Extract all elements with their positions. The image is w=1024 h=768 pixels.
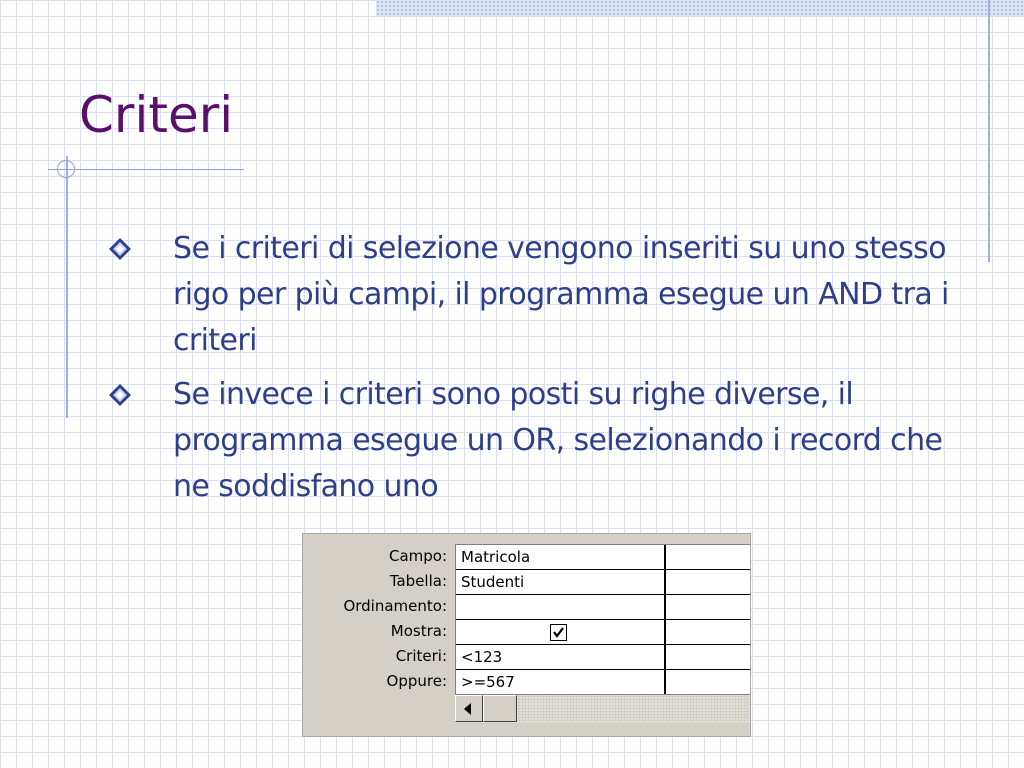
horizontal-scrollbar[interactable] [455,694,751,723]
title-underline [48,169,244,170]
column-separator [664,545,666,695]
row-label-criteri: Criteri: [395,647,447,665]
query-row-labels [303,544,449,694]
ordinamento-cell[interactable] [456,595,664,619]
row-label-campo: Campo: [388,547,447,565]
grid-row-tabella [456,570,751,595]
row-label-oppure: Oppure: [386,672,447,690]
row-label-mostra: Mostra: [390,622,447,640]
grid-row-campo [456,545,751,570]
row-label-tabella: Tabella: [389,572,447,590]
row-label-ordinamento: Ordinamento: [343,597,447,615]
diamond-bullet-icon [108,237,132,261]
slide-title: Criteri [79,86,234,144]
decorative-circle [57,160,75,178]
diamond-bullet-icon [108,383,132,407]
query-design-grid [302,533,751,737]
grid-row-mostra [456,620,751,645]
bullet-item-and [104,226,964,364]
bullet-text: Se invece i criteri sono posti su righe diverse, il programma esegue un OR, selezionando i record che ne soddisfano uno [173,377,943,504]
bullet-list [104,226,964,510]
bullet-item-or [104,372,964,510]
checkbox-checked-icon[interactable] [550,624,567,641]
decorative-vertical-line-right [988,0,990,262]
campo-cell[interactable]: Matricola [461,548,531,566]
scroll-left-arrow-icon [464,703,471,715]
criteri-cell[interactable]: <123 [461,648,503,666]
scroll-left-button[interactable] [455,695,483,722]
tabella-cell[interactable]: Studenti [461,573,525,591]
bullet-text: Se i criteri di selezione vengono inseriti su uno stesso rigo per più campi, il programma esegue un AND tra i criteri [173,231,949,358]
grid-row-ordinamento [456,595,751,620]
decorative-vertical-line-left [66,156,68,418]
oppure-cell[interactable]: >=567 [461,673,515,691]
grid-row-oppure [456,670,751,695]
top-decorative-band [376,0,1024,16]
checkmark-icon [552,626,565,639]
scrollbar-thumb[interactable] [483,695,517,722]
grid-row-criteri [456,645,751,670]
query-grid-cells [455,544,751,695]
